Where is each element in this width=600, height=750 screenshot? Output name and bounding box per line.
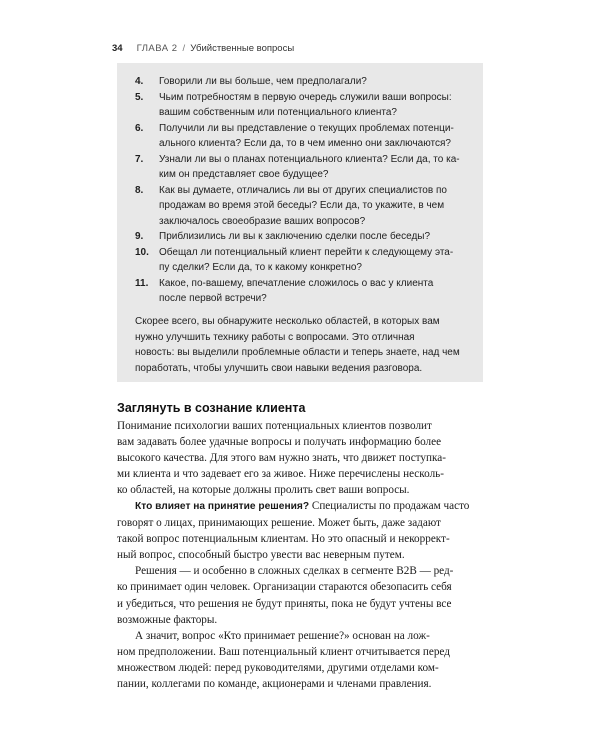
text-line: Говорили ли вы больше, чем предполагали? xyxy=(159,76,367,87)
question-list xyxy=(135,74,475,307)
section-heading: Заглянуть в сознание клиента xyxy=(117,401,306,415)
chapter-label: ГЛАВА 2 xyxy=(136,42,178,54)
paragraph-false-assumption xyxy=(117,628,489,692)
text-line: новость: вы выделили проблемные области и теперь знаете, над чем xyxy=(135,347,460,358)
text-line: ко областей, на которые должны пролить свет ваши вопросы. xyxy=(117,484,410,497)
text-line: высокого качества. Для этого вам нужно знать, что движет поступка- xyxy=(117,452,446,465)
inline-text: Специалисты по продажам часто xyxy=(309,500,470,513)
question-item xyxy=(135,245,475,276)
question-number: 4. xyxy=(135,76,144,87)
question-number: 8. xyxy=(135,184,144,196)
question-item xyxy=(135,152,475,183)
text-line: продажам во время этой беседы? Если да, то укажите, в чем xyxy=(159,200,445,211)
question-text xyxy=(159,121,475,152)
text-line: поработать, чтобы улучшить свои навыки ведения разговора. xyxy=(135,362,423,374)
question-text xyxy=(159,276,475,307)
question-text xyxy=(159,229,475,245)
text-line: нужно улучшить технику работы с вопросами. Это отличная xyxy=(135,331,415,343)
question-text xyxy=(159,245,475,276)
text-line: ный вопрос, способный быстро увести вас неверным путем. xyxy=(117,549,405,562)
text-line: Получили ли вы представление о текущих проблемах потенци- xyxy=(159,122,454,134)
paragraph-b2b xyxy=(117,563,489,627)
text-line: и убедиться, что решения не будут приняты, пока не будут учтены все xyxy=(117,597,452,610)
text-line: Какое, по-вашему, впечатление сложилось о вас у клиента xyxy=(159,277,434,289)
question-item xyxy=(135,121,475,152)
text-line: Скорее всего, вы обнаружите несколько областей, в которых вам xyxy=(135,316,440,327)
running-header xyxy=(112,40,512,56)
question-item xyxy=(135,276,475,307)
text-line: возможные факторы. xyxy=(117,613,218,626)
text-line: множеством людей: перед руководителями, другими отделами ком- xyxy=(117,661,439,674)
question-item xyxy=(135,229,475,245)
question-number: 7. xyxy=(135,153,144,165)
question-number: 6. xyxy=(135,122,144,134)
question-item xyxy=(135,74,475,90)
text-line: вам задавать более удачные вопросы и получать информацию более xyxy=(117,436,442,449)
question-text xyxy=(159,152,475,183)
text-line: говорят о лицах, принимающих решение. Может быть, даже задают xyxy=(117,517,441,530)
text-line: пу сделки? Если да, то к какому конкретно? xyxy=(159,262,362,273)
text-line: Как вы думаете, отличались ли вы от других специалистов по xyxy=(159,184,447,196)
text-line: ко принимает один человек. Организации стараются обезопасить себя xyxy=(117,581,452,594)
text-line: ми клиента и что задевает его за живое. Ниже перечислены несколь- xyxy=(117,468,444,481)
question-number: 9. xyxy=(135,231,144,242)
question-number: 10. xyxy=(135,246,149,258)
text-line: Понимание психологии ваших потенциальных клиентов позволит xyxy=(117,420,432,432)
text-line: Узнали ли вы о планах потенциального клиента? Если да, то ка- xyxy=(159,153,460,165)
text-line: пании, коллегами по команде, акционерами и членами правления. xyxy=(117,677,432,690)
paragraph-decision-makers xyxy=(117,498,489,563)
text-line: ном предположении. Ваш потенциальный клиент отчитывается перед xyxy=(117,645,450,658)
panel-summary xyxy=(135,314,475,376)
text-line: Приблизились ли вы к заключению сделки после беседы? xyxy=(159,231,431,242)
body-text xyxy=(117,418,489,692)
chapter-title: Убийственные вопросы xyxy=(190,42,295,54)
text-line: вашим собственным или потенциального клиента? xyxy=(159,107,397,118)
question-text xyxy=(159,90,475,121)
page-number: 34 xyxy=(112,42,123,54)
question-item xyxy=(135,90,475,121)
text-line: Обещал ли потенциальный клиент перейти к следующему эта- xyxy=(159,246,454,258)
text-line: А значит, вопрос «Кто принимает решение?» основан на лож- xyxy=(135,629,430,642)
header-separator: / xyxy=(182,42,186,54)
question-text xyxy=(159,74,475,90)
text-line: Чьим потребностям в первую очередь служили ваши вопросы: xyxy=(159,91,452,103)
inline-heading: Кто влияет на принятие решения? xyxy=(135,501,310,513)
question-item xyxy=(135,183,475,230)
text-line: ким он представляет свое будущее? xyxy=(159,169,329,180)
text-line: после первой встречи? xyxy=(159,293,267,304)
paragraph-first-line xyxy=(117,498,489,515)
question-number: 5. xyxy=(135,91,144,103)
text-line: Решения — и особенно в сложных сделках в сегменте B2B — ред- xyxy=(135,565,454,578)
text-line: ального клиента? Если да, то в чем именно они заключаются? xyxy=(159,138,451,149)
text-line: такой вопрос потенциальным клиентам. Но это опасный и некоррект- xyxy=(117,533,450,546)
question-number: 11. xyxy=(135,277,149,289)
paragraph-intro xyxy=(117,418,489,498)
text-line: заключалось своеобразие ваших вопросов? xyxy=(159,215,366,227)
question-text xyxy=(159,183,475,230)
